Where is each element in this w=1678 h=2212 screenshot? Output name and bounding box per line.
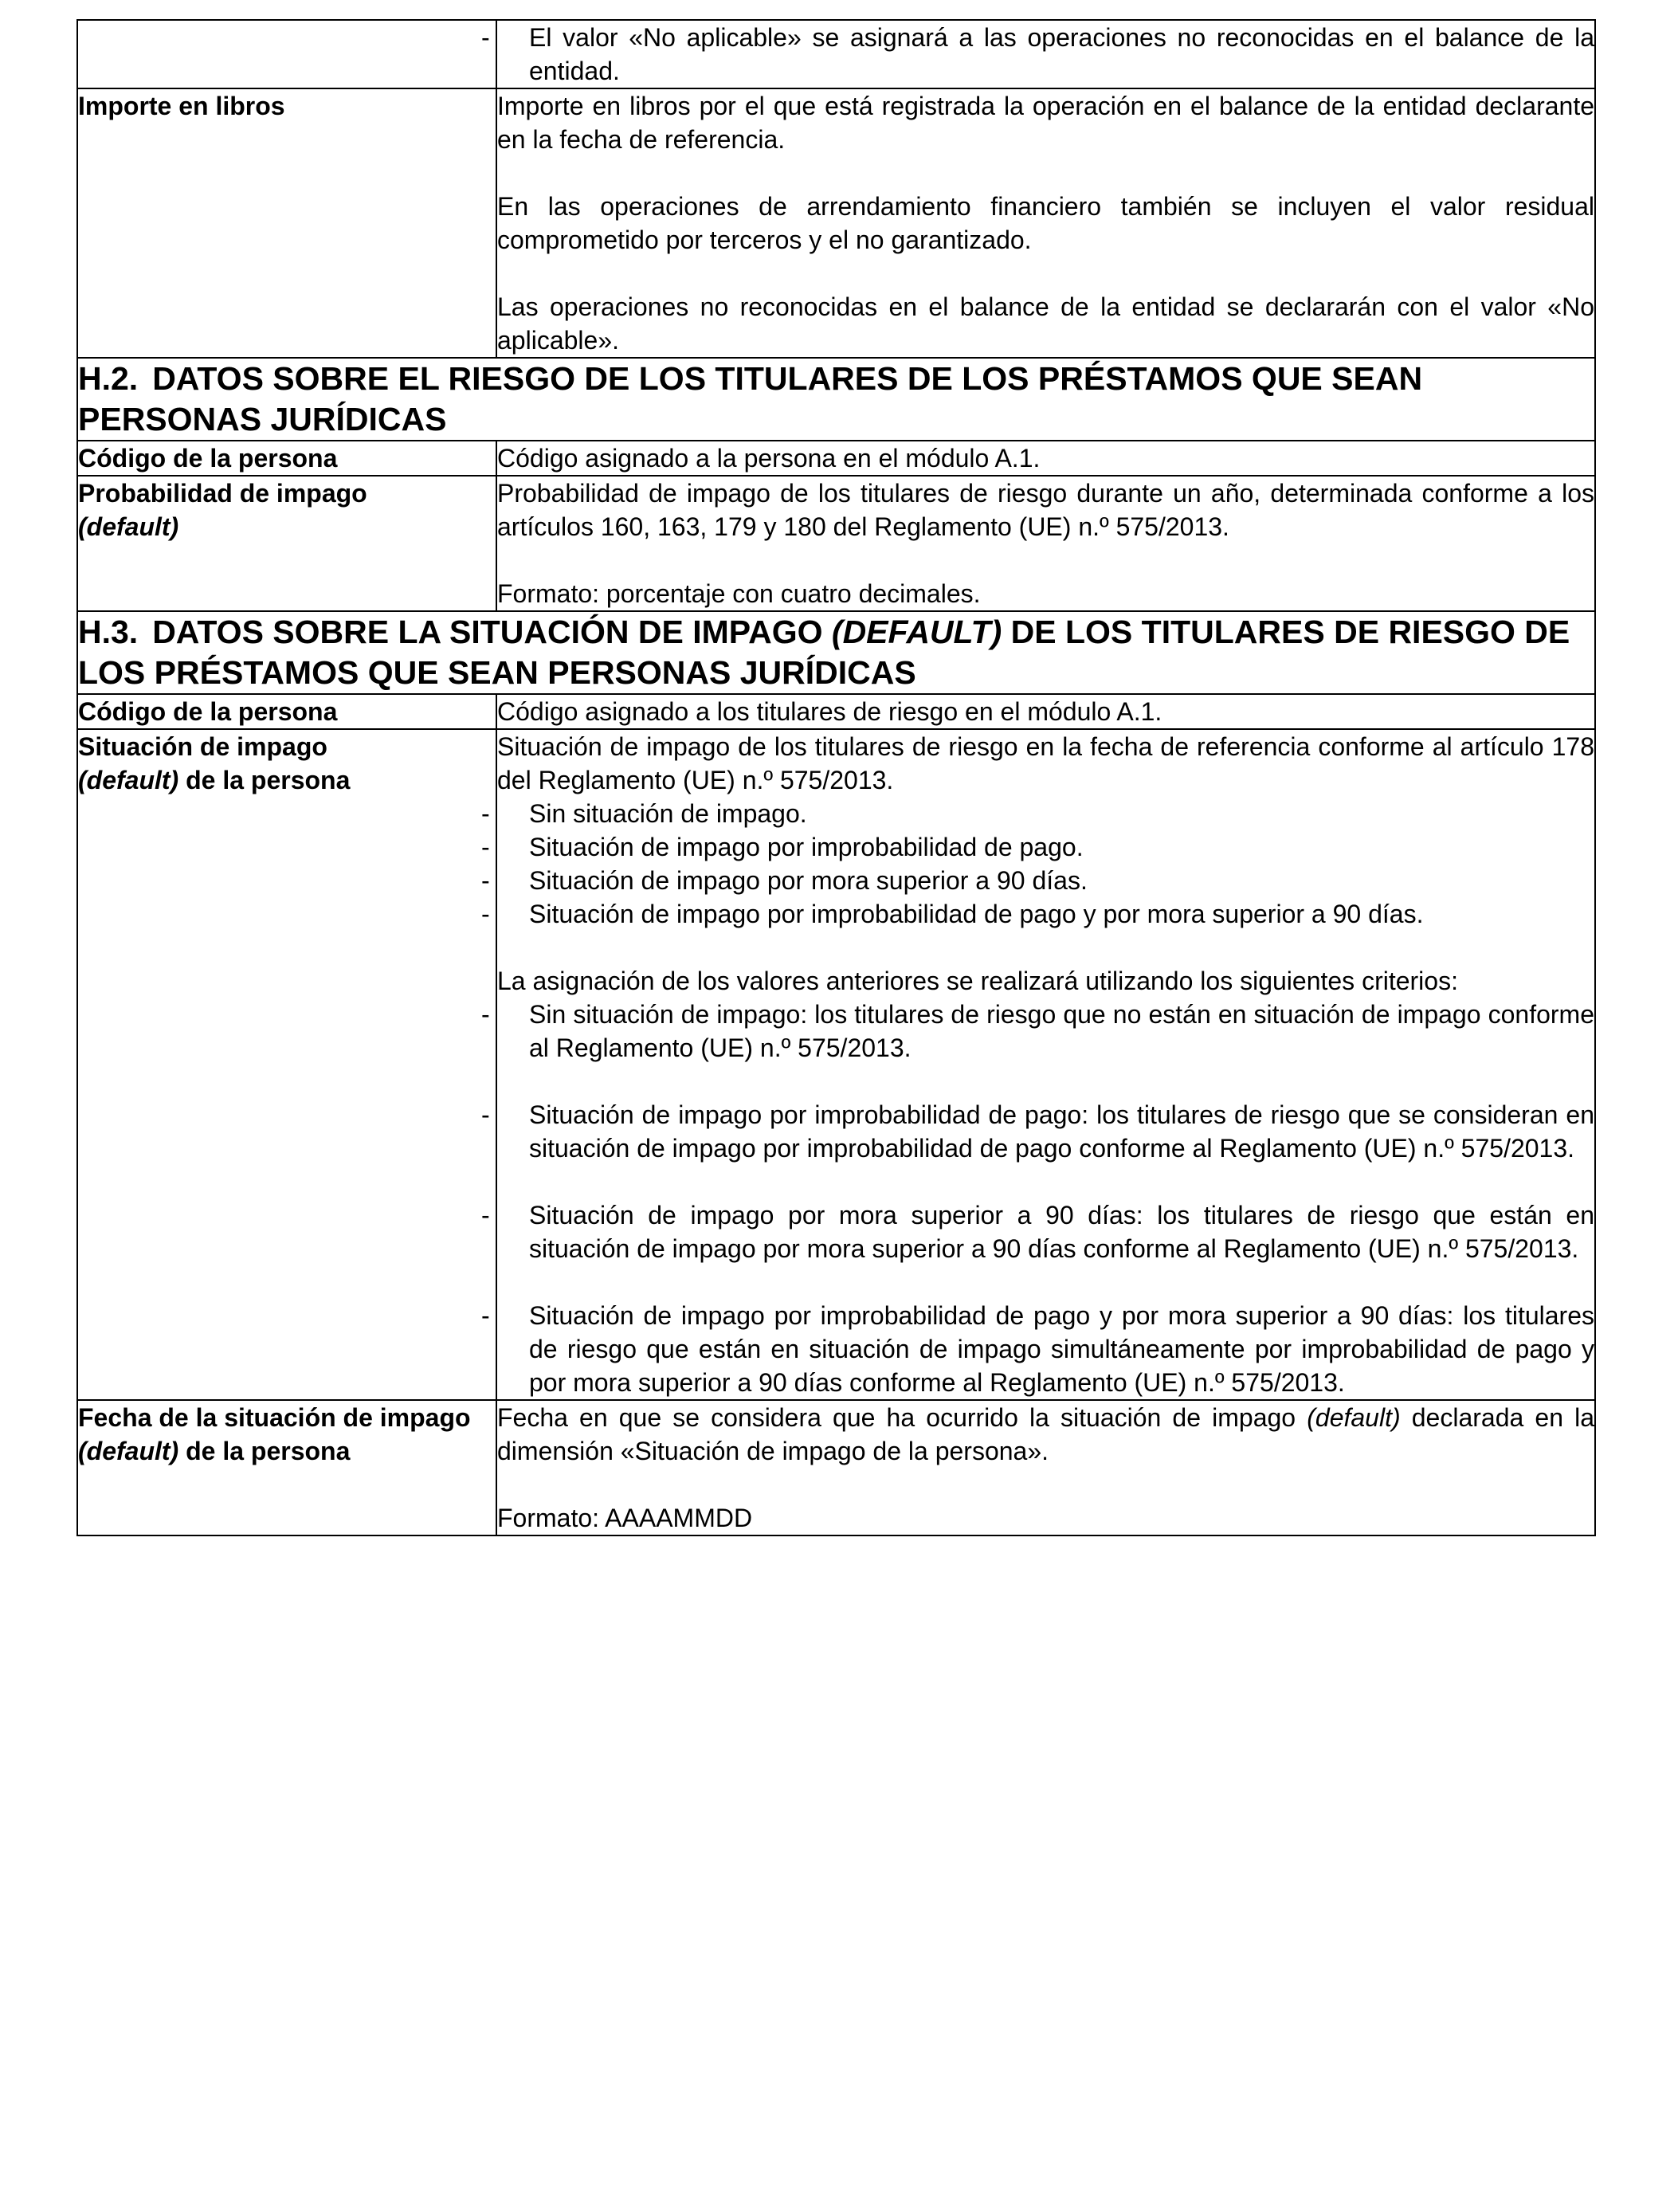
section-heading-h3	[77, 611, 1595, 694]
list-item: - Situación de impago por improbabilidad de pago y por mora superior a 90 días: los titulares de riesgo que están en situación de impago simultáneamente por improbabilidad de pago y por mora superior a 90 días conforme al Reglamento (UE) n.º 575/2013.	[497, 1299, 1594, 1399]
label-italic: (default)	[78, 766, 179, 794]
table-row	[77, 694, 1595, 729]
row-description	[496, 88, 1595, 358]
paragraph: Probabilidad de impago de los titulares de riesgo durante un año, determinada conforme a los artículos 160, 163, 179 y 180 del Reglamento (UE) n.º 575/2013.	[497, 479, 1594, 541]
list-item: - Sin situación de impago.	[497, 797, 1594, 830]
section-code: H.2.	[78, 360, 139, 397]
section-title-rest: DE LOS TITULARES DE RIESGO DE LOS PRÉSTAMOS QUE SEAN PERSONAS JURÍDICAS	[78, 614, 1570, 691]
paragraph: Formato: porcentaje con cuatro decimales.	[497, 579, 981, 608]
definitions-table	[76, 19, 1596, 1536]
label-text-rest: de la persona	[186, 766, 351, 794]
desc-text: Fecha en que se considera que ha ocurrido la situación de impago	[497, 1403, 1296, 1432]
desc-italic: (default)	[1307, 1403, 1401, 1432]
desc-text-rest: declarada en la dimensión «Situación de impago de la persona».	[497, 1403, 1595, 1465]
row-label	[77, 1400, 496, 1535]
paragraph: La asignación de los valores anteriores se realizará utilizando los siguientes criterios:	[497, 967, 1458, 995]
criteria-list	[497, 998, 1594, 1399]
row-description	[496, 694, 1595, 729]
table-row	[77, 729, 1595, 1400]
paragraph: Importe en libros por el que está registrada la operación en el balance de la entidad declarante en la fecha de referencia.	[497, 92, 1594, 154]
paragraph: Las operaciones no reconocidas en el balance de la entidad se declararán con el valor «No aplicable».	[497, 292, 1594, 355]
section-heading-row	[77, 358, 1595, 441]
table-row	[77, 1400, 1595, 1535]
values-list	[497, 797, 1594, 931]
paragraph: Código asignado a los titulares de riesgo en el módulo A.1.	[497, 697, 1162, 726]
label-italic: (default)	[78, 1437, 179, 1465]
table-row	[77, 441, 1595, 476]
section-heading-h2	[77, 358, 1595, 441]
row-description	[496, 476, 1595, 611]
section-title: DATOS SOBRE EL RIESGO DE LOS TITULARES DE LOS PRÉSTAMOS QUE SEAN PERSONAS JURÍDICAS	[78, 360, 1423, 437]
section-title-italic: (DEFAULT)	[831, 614, 1002, 650]
row-label: Código de la persona	[77, 694, 496, 729]
paragraph: En las operaciones de arrendamiento financiero también se incluyen el valor residual comprometido por terceros y el no garantizado.	[497, 192, 1594, 254]
row-label: Código de la persona	[77, 441, 496, 476]
label-text: Situación de impago	[78, 732, 327, 761]
paragraph: Situación de impago de los titulares de riesgo en la fecha de referencia conforme al artículo 178 del Reglamento (UE) n.º 575/2013.	[497, 732, 1594, 794]
row-description	[496, 1400, 1595, 1535]
row-label	[77, 476, 496, 611]
row-description	[496, 20, 1595, 88]
table-row	[77, 88, 1595, 358]
row-label-empty	[77, 20, 496, 88]
list-item: - Sin situación de impago: los titulares de riesgo que no están en situación de impago conforme al Reglamento (UE) n.º 575/2013.	[497, 998, 1594, 1065]
format-note: Formato: AAAAMMDD	[497, 1504, 753, 1532]
row-description	[496, 729, 1595, 1400]
label-text-rest: de la persona	[186, 1437, 351, 1465]
table-row	[77, 476, 1595, 611]
row-label: Importe en libros	[77, 88, 496, 358]
row-label	[77, 729, 496, 1400]
list-item: - Situación de impago por improbabilidad de pago.	[497, 830, 1594, 864]
list-item: - El valor «No aplicable» se asignará a las operaciones no reconocidas en el balance de la entidad.	[497, 21, 1594, 88]
list-item: - Situación de impago por mora superior a 90 días.	[497, 864, 1594, 897]
table-row	[77, 20, 1595, 88]
paragraph	[497, 1401, 1594, 1468]
list-item: - Situación de impago por mora superior a 90 días: los titulares de riesgo que están en situación de impago por mora superior a 90 días conforme al Reglamento (UE) n.º 575/2013.	[497, 1198, 1594, 1265]
label-text: Probabilidad de impago	[78, 479, 367, 508]
paragraph: Código asignado a la persona en el módulo A.1.	[497, 444, 1041, 473]
section-code: H.3.	[78, 614, 139, 650]
list-item: - Situación de impago por improbabilidad de pago: los titulares de riesgo que se consideran en situación de impago por improbabilidad de pago conforme al Reglamento (UE) n.º 575/2013.	[497, 1098, 1594, 1165]
label-italic: (default)	[78, 512, 179, 541]
label-text: Fecha de la situación de impago	[78, 1403, 471, 1432]
list-item: - Situación de impago por improbabilidad de pago y por mora superior a 90 días.	[497, 897, 1594, 931]
row-description	[496, 441, 1595, 476]
section-title: DATOS SOBRE LA SITUACIÓN DE IMPAGO	[152, 614, 823, 650]
dash-list	[497, 21, 1594, 88]
section-heading-row	[77, 611, 1595, 694]
